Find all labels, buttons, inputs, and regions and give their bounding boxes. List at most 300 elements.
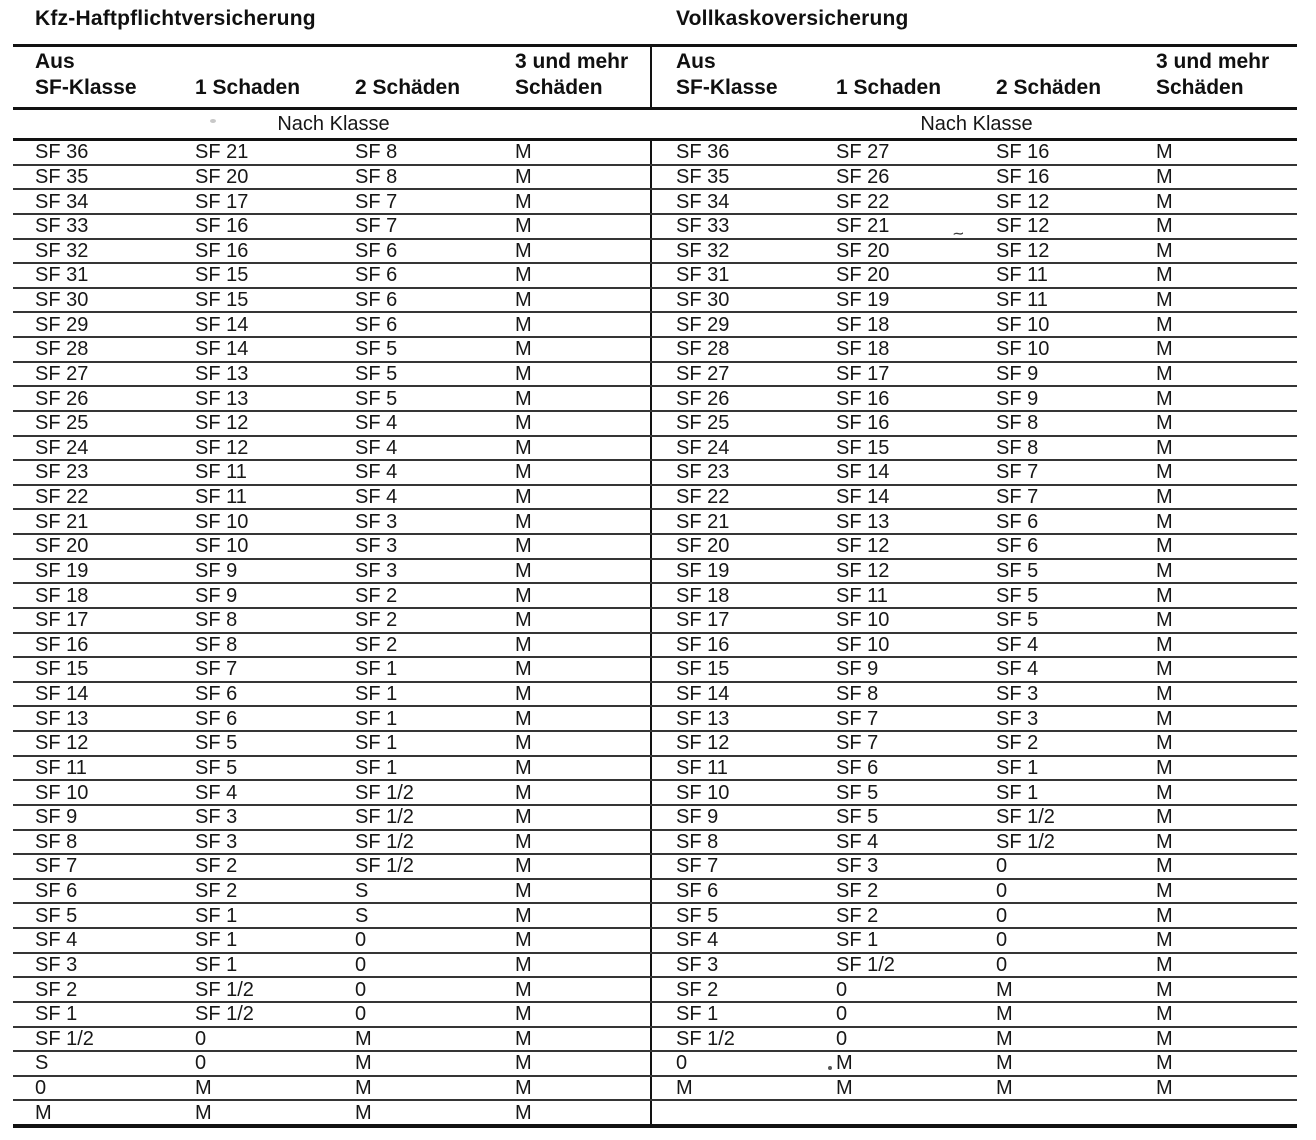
cell: SF 3 [355, 559, 398, 582]
vollkasko-row-cells [650, 535, 1297, 558]
haftpflicht-row-cells [13, 560, 650, 583]
cell: SF 10 [676, 781, 730, 804]
cell: SF 14 [195, 313, 249, 336]
haftpflicht-row-cells [13, 1077, 650, 1100]
cell: SF 7 [35, 855, 78, 878]
cell: SF 18 [836, 313, 890, 336]
haftpflicht-row-cells [13, 215, 650, 238]
vollkasko-row-cells [650, 510, 1297, 533]
vollkasko-row-cells [650, 363, 1297, 386]
cell: M [1156, 338, 1173, 361]
haftpflicht-row-cells [13, 904, 650, 927]
cell: SF 15 [35, 658, 89, 681]
cell: M [515, 929, 532, 952]
cell: SF 13 [195, 362, 249, 385]
cell: SF 33 [676, 215, 730, 238]
cell: SF 13 [35, 707, 89, 730]
cell: M [515, 165, 532, 188]
vollkasko-row-cells [650, 387, 1297, 410]
cell: SF 4 [836, 830, 879, 853]
haftpflicht-row-cells [13, 658, 650, 681]
vollkasko-row-cells [650, 289, 1297, 312]
header-1-schaden-right [812, 47, 972, 107]
table-row [13, 757, 1297, 782]
cell: SF 15 [195, 289, 249, 312]
cell: M [1156, 289, 1173, 312]
cell: M [1156, 633, 1173, 656]
cell: SF 21 [836, 215, 890, 238]
cell: SF 8 [195, 633, 238, 656]
cell: SF 17 [676, 609, 730, 632]
cell: SF 29 [35, 313, 89, 336]
cell: M [515, 559, 532, 582]
cell: SF 35 [35, 165, 89, 188]
scan-artifact-speck [210, 119, 216, 123]
table-row [13, 313, 1297, 338]
haftpflicht-row-cells [13, 461, 650, 484]
cell: SF 15 [676, 658, 730, 681]
cell: SF 36 [676, 141, 730, 164]
cell: SF 10 [996, 338, 1050, 361]
cell: SF 18 [836, 338, 890, 361]
cell: SF 9 [996, 387, 1039, 410]
haftpflicht-row-cells [13, 1052, 650, 1075]
cell: M [996, 1077, 1013, 1100]
cell: SF 25 [676, 412, 730, 435]
cell: SF 21 [676, 510, 730, 533]
cell: M [1156, 190, 1173, 213]
subheader-nach-klasse-left: Nach Klasse [277, 112, 390, 135]
cell: SF 4 [355, 436, 398, 459]
cell: M [515, 830, 532, 853]
cell: M [355, 1052, 372, 1075]
cell: M [515, 683, 532, 706]
cell: SF 3 [355, 510, 398, 533]
cell: 0 [35, 1077, 47, 1100]
haftpflicht-row-cells [13, 535, 650, 558]
cell: M [1156, 953, 1173, 976]
cell: 0 [996, 953, 1008, 976]
cell: M [1156, 510, 1173, 533]
cell: SF 12 [996, 239, 1050, 262]
vollkasko-row-cells [650, 264, 1297, 287]
haftpflicht-row-cells [13, 855, 650, 878]
cell: SF 8 [996, 436, 1039, 459]
cell: M [515, 1027, 532, 1050]
header-aus-sf-klasse-right [652, 47, 812, 107]
haftpflicht-row-cells [13, 1101, 650, 1124]
vollkasko-row-cells [650, 240, 1297, 263]
cell: SF 10 [195, 535, 249, 558]
header-line: Aus [676, 50, 716, 73]
cell: SF 23 [35, 461, 89, 484]
table-row [13, 707, 1297, 732]
vollkasko-row-cells [650, 954, 1297, 977]
cell: SF 2 [355, 609, 398, 632]
cell: SF 12 [836, 559, 890, 582]
cell: SF 7 [996, 486, 1039, 509]
cell: SF 20 [836, 264, 890, 287]
cell: SF 35 [676, 165, 730, 188]
header-3-und-mehr-right [1132, 47, 1297, 107]
header-line: 2 Schäden [996, 76, 1102, 99]
cell: M [1156, 1052, 1173, 1075]
cell: M [515, 486, 532, 509]
cell: SF 1/2 [355, 806, 414, 829]
cell: SF 19 [35, 559, 89, 582]
vollkasko-row-cells [650, 1052, 1297, 1075]
cell: SF 16 [35, 633, 89, 656]
vollkasko-row-cells [650, 707, 1297, 730]
table-row [13, 412, 1297, 437]
cell: SF 1 [355, 683, 398, 706]
cell: SF 20 [35, 535, 89, 558]
cell: M [515, 412, 532, 435]
table-body [13, 141, 1297, 1124]
cell: SF 6 [996, 510, 1039, 533]
header-line: Schäden [515, 76, 603, 99]
cell: M [996, 1003, 1013, 1026]
scan-artifact-squiggle: ~ [951, 223, 966, 246]
cell: SF 15 [836, 436, 890, 459]
table-row [13, 190, 1297, 215]
haftpflicht-row-cells [13, 313, 650, 336]
cell: SF 20 [836, 239, 890, 262]
cell: M [515, 707, 532, 730]
vollkasko-row-cells [650, 757, 1297, 780]
cell: SF 11 [836, 584, 888, 607]
cell: M [1156, 880, 1173, 903]
cell: SF 34 [35, 190, 89, 213]
cell: M [1156, 855, 1173, 878]
vollkasko-row-cells [650, 141, 1297, 164]
cell: SF 1/2 [996, 806, 1055, 829]
table-row [13, 166, 1297, 191]
vollkasko-row-cells [650, 904, 1297, 927]
table-row [13, 510, 1297, 535]
cell: SF 15 [195, 264, 249, 287]
cell: SF 25 [35, 412, 89, 435]
cell: S [35, 1052, 49, 1075]
cell: SF 17 [836, 362, 890, 385]
cell: M [515, 806, 532, 829]
cell: M [515, 1052, 532, 1075]
cell: SF 4 [996, 658, 1039, 681]
cell: SF 4 [355, 412, 398, 435]
cell: M [515, 732, 532, 755]
table-row [13, 609, 1297, 634]
table-row [13, 634, 1297, 659]
cell: M [515, 781, 532, 804]
cell: SF 14 [836, 461, 890, 484]
haftpflicht-row-cells [13, 978, 650, 1001]
cell: SF 4 [195, 781, 238, 804]
header-line: 2 Schäden [355, 76, 461, 99]
table-row [13, 363, 1297, 388]
cell: 0 [996, 929, 1008, 952]
cell: SF 5 [355, 362, 398, 385]
table-row [13, 929, 1297, 954]
cell: M [515, 756, 532, 779]
cell: SF 14 [836, 486, 890, 509]
cell: SF 4 [35, 929, 78, 952]
cell: M [515, 1003, 532, 1026]
cell: M [355, 1077, 372, 1100]
cell: M [676, 1077, 693, 1100]
cell: SF 32 [35, 239, 89, 262]
cell: SF 8 [676, 830, 719, 853]
cell: M [996, 978, 1013, 1001]
table-row [13, 683, 1297, 708]
left-table-title: Kfz-Haftpflichtversicherung [35, 7, 316, 30]
vollkasko-row-cells [650, 1077, 1297, 1100]
cell: SF 16 [195, 215, 249, 238]
cell: SF 12 [996, 215, 1050, 238]
cell: M [515, 510, 532, 533]
cell: M [515, 953, 532, 976]
cell: SF 26 [836, 165, 890, 188]
vollkasko-row-cells [650, 658, 1297, 681]
table-row [13, 141, 1297, 166]
cell: 0 [996, 855, 1008, 878]
cell: M [515, 609, 532, 632]
cell: SF 2 [676, 978, 719, 1001]
haftpflicht-row-cells [13, 486, 650, 509]
cell: M [515, 633, 532, 656]
cell: SF 7 [676, 855, 719, 878]
cell: SF 6 [355, 289, 398, 312]
cell: SF 14 [676, 683, 730, 706]
cell: 0 [195, 1052, 207, 1075]
cell: SF 13 [195, 387, 249, 410]
haftpflicht-row-cells [13, 510, 650, 533]
cell: SF 2 [35, 978, 78, 1001]
cell: SF 5 [35, 904, 78, 927]
cell: SF 1/2 [195, 1003, 254, 1026]
cell: SF 11 [195, 461, 247, 484]
cell: M [1156, 978, 1173, 1001]
cell: M [515, 658, 532, 681]
vollkasko-row-cells [650, 683, 1297, 706]
haftpflicht-row-cells [13, 141, 650, 164]
cell: M [1156, 215, 1173, 238]
cell: SF 5 [996, 609, 1039, 632]
cell: SF 5 [836, 806, 879, 829]
cell: 0 [355, 1003, 367, 1026]
table-row [13, 658, 1297, 683]
header-2-schaeden-left [333, 47, 493, 107]
cell: SF 22 [676, 486, 730, 509]
cell: SF 29 [676, 313, 730, 336]
cell: M [1156, 929, 1173, 952]
cell: SF 6 [35, 880, 78, 903]
cell: M [515, 362, 532, 385]
cell: SF 31 [35, 264, 89, 287]
table-row [13, 461, 1297, 486]
cell: SF 21 [35, 510, 89, 533]
cell: SF 4 [996, 633, 1039, 656]
cell: SF 1 [355, 658, 398, 681]
cell: 0 [836, 1003, 848, 1026]
cell: 0 [355, 953, 367, 976]
cell: M [1156, 1027, 1173, 1050]
vollkasko-row-cells [650, 486, 1297, 509]
cell: SF 7 [836, 732, 879, 755]
cell: SF 30 [35, 289, 89, 312]
table-row [13, 560, 1297, 585]
cell: M [195, 1101, 212, 1124]
cell: SF 1 [195, 904, 238, 927]
cell: M [1156, 707, 1173, 730]
table-row [13, 1052, 1297, 1077]
cell: SF 11 [996, 289, 1048, 312]
table-row [13, 880, 1297, 905]
cell: SF 10 [35, 781, 89, 804]
cell: SF 22 [35, 486, 89, 509]
cell: SF 26 [676, 387, 730, 410]
cell: SF 12 [195, 412, 249, 435]
cell [972, 1101, 1132, 1124]
table-row [13, 289, 1297, 314]
cell: SF 8 [836, 683, 879, 706]
cell: M [515, 289, 532, 312]
header-left-half [13, 47, 650, 107]
cell: SF 3 [996, 683, 1039, 706]
cell: SF 1 [836, 929, 879, 952]
header-line: Aus [35, 50, 75, 73]
cell: SF 8 [996, 412, 1039, 435]
cell: SF 19 [836, 289, 890, 312]
cell: M [1156, 239, 1173, 262]
cell: SF 5 [195, 756, 238, 779]
cell: SF 13 [676, 707, 730, 730]
cell: SF 27 [676, 362, 730, 385]
cell: M [515, 1077, 532, 1100]
right-table-title: Vollkaskoversicherung [676, 7, 909, 30]
cell [1132, 1101, 1297, 1124]
cell: M [515, 584, 532, 607]
cell: M [1156, 387, 1173, 410]
haftpflicht-row-cells [13, 707, 650, 730]
vollkasko-row-cells [650, 1101, 1297, 1124]
cell: SF 1/2 [676, 1027, 735, 1050]
cell: SF 5 [996, 584, 1039, 607]
table-row [13, 954, 1297, 979]
cell: M [1156, 461, 1173, 484]
cell: 0 [996, 904, 1008, 927]
table-row [13, 1101, 1297, 1124]
haftpflicht-row-cells [13, 166, 650, 189]
cell: SF 24 [35, 436, 89, 459]
haftpflicht-row-cells [13, 732, 650, 755]
cell: SF 6 [836, 756, 879, 779]
cell: M [1156, 141, 1173, 164]
table-row [13, 535, 1297, 560]
cell: SF 7 [996, 461, 1039, 484]
vollkasko-row-cells [650, 609, 1297, 632]
cell: M [515, 436, 532, 459]
cell: SF 9 [195, 584, 238, 607]
haftpflicht-row-cells [13, 757, 650, 780]
cell: SF 30 [676, 289, 730, 312]
vollkasko-row-cells [650, 978, 1297, 1001]
haftpflicht-row-cells [13, 387, 650, 410]
table-row [13, 904, 1297, 929]
cell: SF 16 [195, 239, 249, 262]
cell: SF 7 [355, 215, 398, 238]
cell: SF 5 [676, 904, 719, 927]
cell: SF 4 [676, 929, 719, 952]
cell: SF 28 [676, 338, 730, 361]
cell: SF 1 [355, 707, 398, 730]
cell: SF 9 [676, 806, 719, 829]
cell: SF 34 [676, 190, 730, 213]
cell: SF 7 [195, 658, 238, 681]
cell: M [515, 904, 532, 927]
cell: SF 8 [355, 165, 398, 188]
cell: M [515, 264, 532, 287]
cell: M [1156, 658, 1173, 681]
cell: SF 3 [836, 855, 879, 878]
cell: SF 24 [676, 436, 730, 459]
cell: SF 3 [195, 806, 238, 829]
haftpflicht-row-cells [13, 412, 650, 435]
cell: SF 5 [355, 387, 398, 410]
cell: 0 [836, 978, 848, 1001]
haftpflicht-row-cells [13, 363, 650, 386]
cell: M [996, 1052, 1013, 1075]
cell: SF 12 [836, 535, 890, 558]
cell: M [515, 978, 532, 1001]
cell: SF 16 [996, 165, 1050, 188]
cell: SF 5 [996, 559, 1039, 582]
cell: M [515, 190, 532, 213]
cell: SF 3 [676, 953, 719, 976]
cell: SF 6 [676, 880, 719, 903]
vollkasko-row-cells [650, 437, 1297, 460]
vollkasko-row-cells [650, 313, 1297, 336]
cell: M [1156, 165, 1173, 188]
haftpflicht-row-cells [13, 683, 650, 706]
haftpflicht-row-cells [13, 240, 650, 263]
vollkasko-row-cells [650, 166, 1297, 189]
vollkasko-row-cells [650, 1028, 1297, 1051]
haftpflicht-row-cells [13, 437, 650, 460]
cell: SF 19 [676, 559, 730, 582]
cell: SF 20 [676, 535, 730, 558]
cell: SF 1/2 [836, 953, 895, 976]
cell: SF 1 [996, 781, 1039, 804]
cell: SF 7 [355, 190, 398, 213]
cell: M [1156, 781, 1173, 804]
cell: SF 3 [35, 953, 78, 976]
table-row [13, 486, 1297, 511]
cell: SF 6 [355, 264, 398, 287]
vollkasko-row-cells [650, 806, 1297, 829]
subheader-nach-klasse-right: Nach Klasse [920, 112, 1033, 135]
table-row [13, 437, 1297, 462]
cell: M [515, 239, 532, 262]
cell: M [1156, 313, 1173, 336]
cell: M [515, 461, 532, 484]
cell: SF 32 [676, 239, 730, 262]
table-row [13, 338, 1297, 363]
cell: 0 [836, 1027, 848, 1050]
cell: SF 1 [355, 756, 398, 779]
cell: S [355, 880, 369, 903]
vollkasko-row-cells [650, 584, 1297, 607]
haftpflicht-row-cells [13, 609, 650, 632]
